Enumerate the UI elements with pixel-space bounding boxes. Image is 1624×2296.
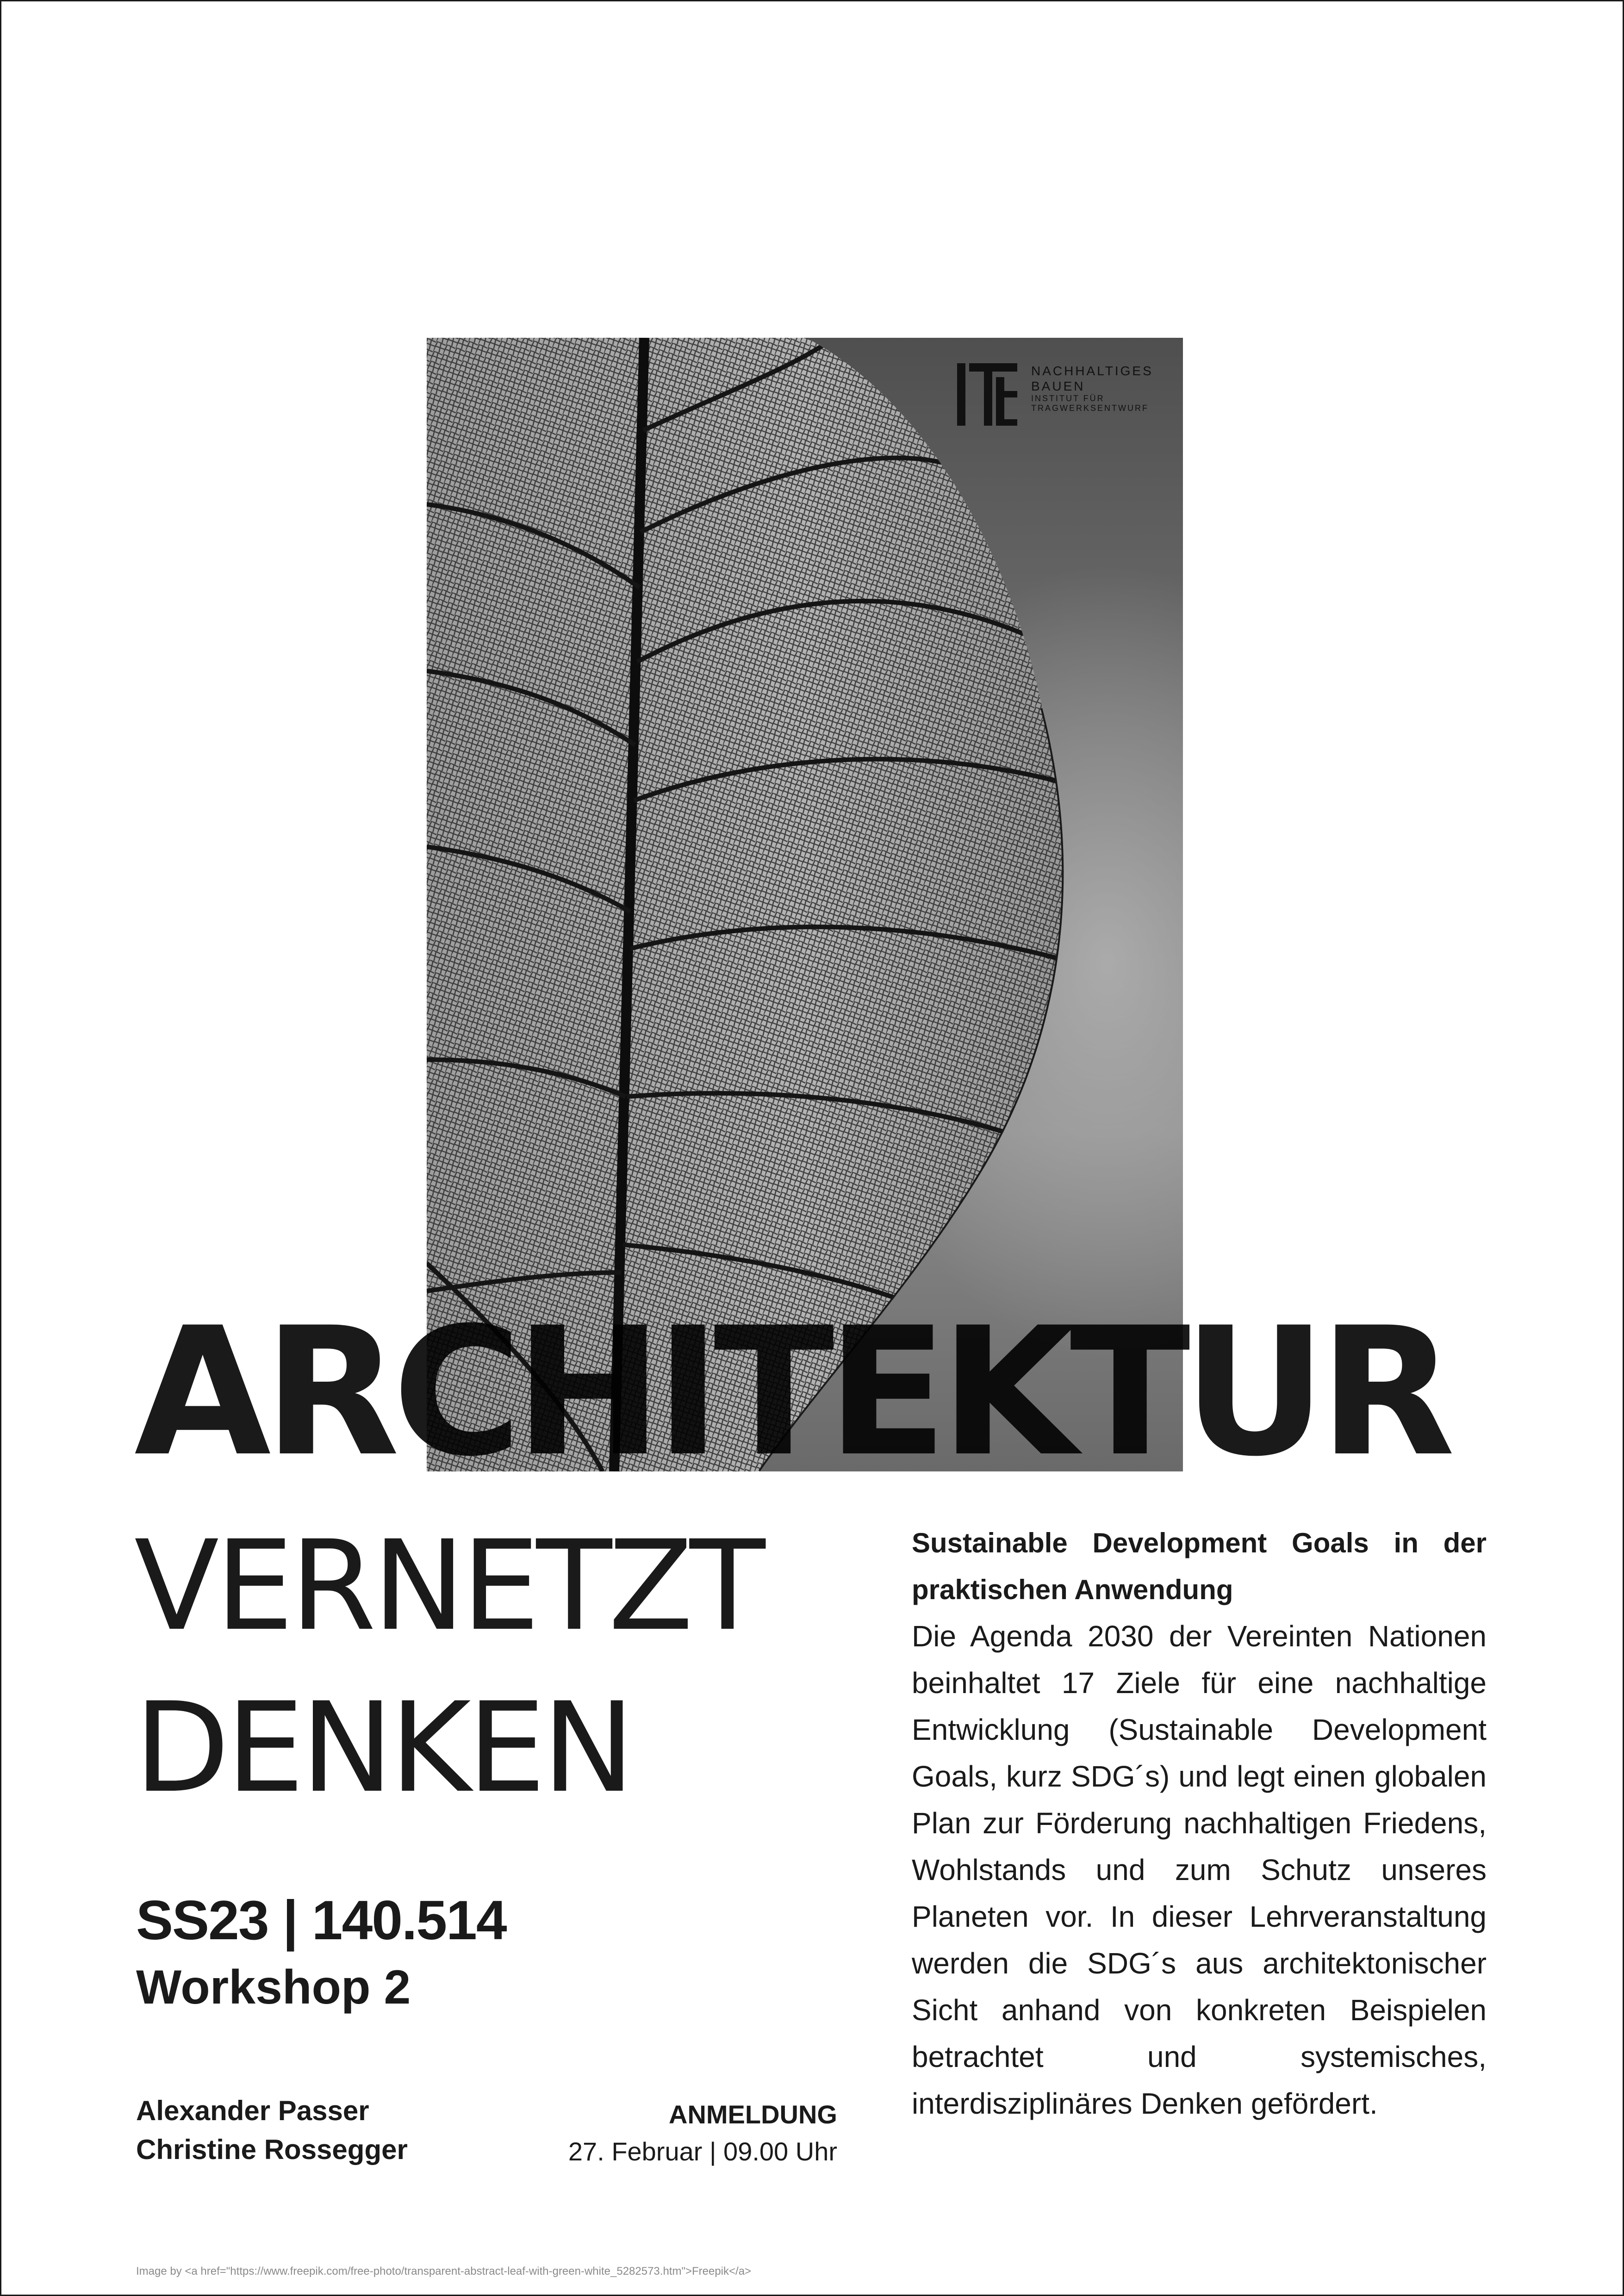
description-subhead: Sustainable Development Goals in der praktischen Anwendung xyxy=(912,1527,1487,1605)
registration-date: 27. Februar | 09.00 Uhr xyxy=(568,2137,837,2166)
workshop-label: Workshop 2 xyxy=(136,1961,411,2014)
title-line-2: VERNETZT xyxy=(134,1514,762,1658)
logo-line-1: NACHHALTIGES xyxy=(1031,364,1153,378)
title-main: ARCHITEKTUR xyxy=(134,1290,1448,1496)
description-body: Die Agenda 2030 der Vereinten Nationen beinhaltet 17 Ziele für eine nachhaltige Entwicklung (Sustainable Development Goals, kurz SDG´s) und legt einen globalen Plan zur Förderung nachhaltigen Friedens, Wohlstands und zum Schutz unseres Planeten vor. In dieser Lehrveranstaltung werden die SDG´s aus architektonischer Sicht anhand von konkreten Beispielen betrachtet und systemisches, interdisziplinäres Denken gefördert. xyxy=(912,1620,1487,2120)
logo-line-3: INSTITUT FÜR xyxy=(1031,394,1105,403)
logo-line-4: TRAGWERKSENTWURF xyxy=(1031,403,1149,413)
course-code: SS23 | 140.514 xyxy=(136,1889,506,1951)
logo-line-2: BAUEN xyxy=(1031,379,1085,394)
lecturer-name: Alexander Passer xyxy=(136,2095,369,2126)
image-credit: Image by <a href="https://www.freepik.com/free-photo/transparent-abstract-leaf-with-green-white_5282573.htm">Freepik</a> xyxy=(136,2265,752,2277)
lecturers xyxy=(136,2091,408,2169)
title-line-3: DENKEN xyxy=(134,1676,631,1820)
registration xyxy=(568,2096,837,2170)
registration-label: ANMELDUNG xyxy=(669,2100,837,2129)
ite-logo-icon xyxy=(957,363,1017,426)
lecturer-name: Christine Rossegger xyxy=(136,2134,408,2165)
institute-logo xyxy=(957,363,1170,428)
description xyxy=(912,1520,1487,2127)
